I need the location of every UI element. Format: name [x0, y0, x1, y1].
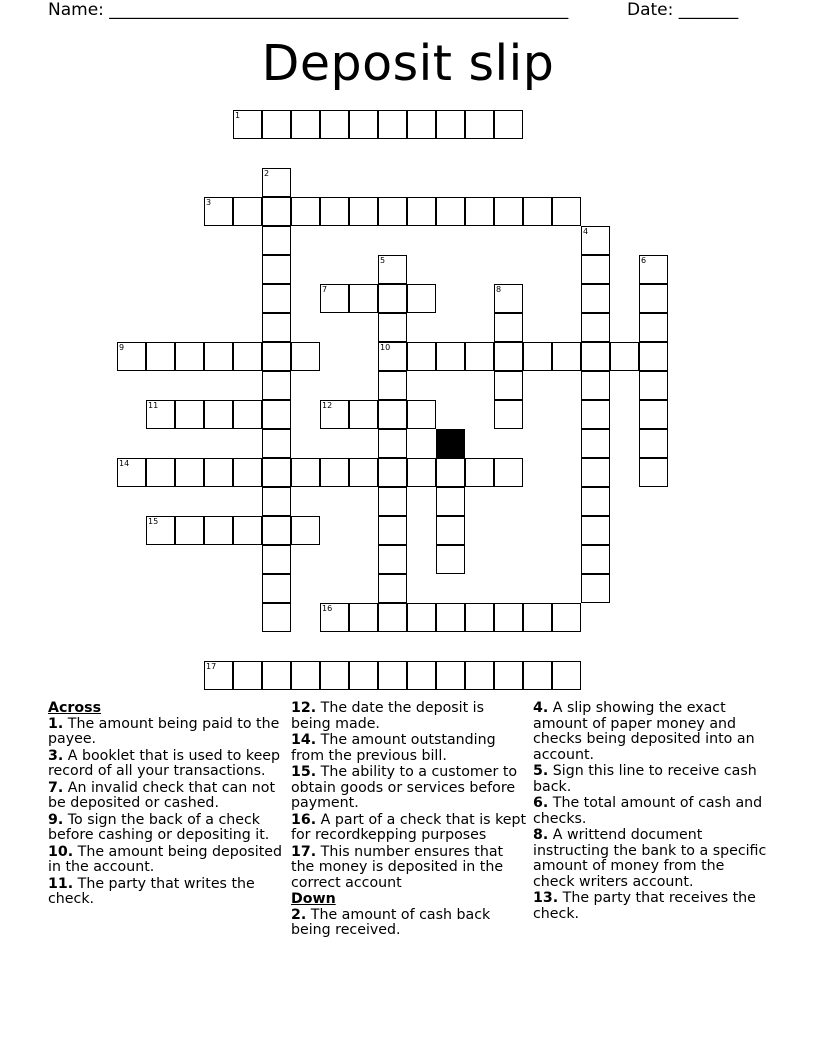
clue-number-1: 1 — [235, 111, 241, 120]
crossword-cell[interactable] — [407, 342, 436, 371]
crossword-cell[interactable] — [378, 371, 407, 400]
crossword-cell[interactable] — [262, 516, 291, 545]
clue-number-9: 9 — [119, 343, 125, 352]
crossword-cell[interactable] — [581, 487, 610, 516]
crossword-cell[interactable] — [639, 342, 668, 371]
clue-column-2 — [291, 701, 527, 940]
crossword-cell[interactable] — [378, 197, 407, 226]
crossword-cell[interactable] — [407, 110, 436, 139]
crossword-cell[interactable] — [494, 342, 523, 371]
crossword-cell[interactable] — [552, 342, 581, 371]
crossword-cell[interactable] — [378, 429, 407, 458]
crossword-cell[interactable] — [262, 342, 291, 371]
clue-number-17: 17 — [206, 662, 217, 671]
crossword-cell[interactable] — [639, 284, 668, 313]
clue-across-3: 3. A booklet that is used to keep record of all your transactions. — [48, 747, 281, 780]
crossword-cell[interactable] — [262, 284, 291, 313]
crossword-cell[interactable] — [436, 197, 465, 226]
crossword-cell[interactable] — [378, 603, 407, 632]
crossword-cell[interactable] — [262, 400, 291, 429]
crossword-cell[interactable] — [436, 487, 465, 516]
crossword-cell[interactable] — [436, 603, 465, 632]
crossword-cell[interactable] — [349, 400, 378, 429]
crossword-cell[interactable] — [552, 603, 581, 632]
crossword-cell[interactable] — [378, 516, 407, 545]
crossword-cell[interactable] — [639, 458, 668, 487]
down-heading: Down — [291, 891, 336, 908]
crossword-cell[interactable] — [581, 400, 610, 429]
crossword-cell[interactable] — [523, 661, 552, 690]
crossword-cell[interactable] — [320, 110, 349, 139]
crossword-cell[interactable] — [349, 197, 378, 226]
clue-down-6: 6. The total amount of cash and checks. — [533, 795, 763, 827]
crossword-cell[interactable] — [262, 429, 291, 458]
crossword-cell[interactable] — [262, 371, 291, 400]
crossword-cell[interactable] — [639, 313, 668, 342]
clue-number-7: 7 — [322, 285, 328, 294]
clue-across-1: 1. The amount being paid to the payee. — [48, 715, 280, 748]
crossword-cell[interactable] — [262, 197, 291, 226]
crossword-cell[interactable] — [465, 661, 494, 690]
crossword-cell[interactable] — [494, 313, 523, 342]
crossword-cell[interactable] — [291, 342, 320, 371]
crossword-cell[interactable] — [262, 545, 291, 574]
crossword-cell[interactable] — [494, 661, 523, 690]
across-heading: Across — [48, 700, 102, 716]
crossword-cell[interactable] — [407, 661, 436, 690]
clue-number-6: 6 — [641, 256, 647, 265]
crossword-cell[interactable] — [204, 400, 233, 429]
crossword-cell[interactable] — [581, 371, 610, 400]
crossword-cell[interactable] — [494, 400, 523, 429]
crossword-cell[interactable] — [465, 342, 494, 371]
crossword-cell[interactable] — [523, 342, 552, 371]
crossword-cell[interactable] — [581, 516, 610, 545]
crossword-cell[interactable] — [639, 400, 668, 429]
crossword-cell[interactable] — [639, 371, 668, 400]
clue-across-16: 16. A part of a check that is kept for recordkepping purposes — [291, 811, 527, 844]
crossword-cell[interactable] — [320, 661, 349, 690]
crossword-cell[interactable] — [378, 313, 407, 342]
crossword-cell[interactable] — [146, 458, 175, 487]
crossword-cell[interactable] — [262, 661, 291, 690]
crossword-cell[interactable] — [465, 603, 494, 632]
crossword-cell[interactable] — [349, 110, 378, 139]
crossword-cell[interactable] — [581, 255, 610, 284]
crossword-cell[interactable] — [233, 458, 262, 487]
crossword-cell[interactable] — [291, 516, 320, 545]
crossword-cell[interactable] — [639, 429, 668, 458]
crossword-cell[interactable] — [262, 255, 291, 284]
crossword-cell[interactable] — [436, 661, 465, 690]
clue-number-11: 11 — [148, 401, 159, 410]
clue-number-3: 3 — [206, 198, 212, 207]
crossword-cell[interactable] — [407, 400, 436, 429]
clue-number-13: 13 — [438, 430, 449, 439]
crossword-cell[interactable] — [349, 458, 378, 487]
clue-number-15: 15 — [148, 517, 159, 526]
clue-column-3 — [533, 701, 769, 923]
crossword-cell[interactable] — [378, 284, 407, 313]
clue-across-15: 15. The ability to a customer to obtain goods or services before payment. — [291, 763, 518, 812]
clue-number-4: 4 — [583, 227, 589, 236]
crossword-cell[interactable] — [175, 458, 204, 487]
crossword-cell[interactable] — [262, 574, 291, 603]
page-title: Deposit slip — [261, 35, 555, 92]
crossword-cell[interactable] — [233, 661, 262, 690]
crossword-cell[interactable] — [552, 661, 581, 690]
clue-down-13: 13. The party that receives the check. — [533, 890, 756, 922]
crossword-cell[interactable] — [494, 371, 523, 400]
crossword-cell[interactable] — [494, 197, 523, 226]
crossword-cell[interactable] — [233, 516, 262, 545]
crossword-cell[interactable] — [291, 661, 320, 690]
crossword-cell[interactable] — [581, 429, 610, 458]
crossword-cell[interactable] — [204, 458, 233, 487]
crossword-cell[interactable] — [436, 342, 465, 371]
crossword-cell[interactable] — [581, 458, 610, 487]
crossword-cell[interactable] — [407, 197, 436, 226]
crossword-cell[interactable] — [262, 458, 291, 487]
crossword-cell[interactable] — [320, 197, 349, 226]
crossword-cell[interactable] — [175, 516, 204, 545]
crossword-cell[interactable] — [494, 110, 523, 139]
crossword-cell[interactable] — [378, 110, 407, 139]
crossword-cell[interactable] — [349, 661, 378, 690]
crossword-cell[interactable] — [233, 342, 262, 371]
clue-down-8: 8. A writtend document instructing the bank to a specific amount of money from the check writers account. — [533, 827, 767, 890]
crossword-cell[interactable] — [233, 197, 262, 226]
crossword-cell[interactable] — [465, 458, 494, 487]
crossword-cell[interactable] — [349, 284, 378, 313]
date-field-label: Date: _______ — [627, 0, 739, 20]
crossword-cell[interactable] — [146, 342, 175, 371]
clue-number-14: 14 — [119, 459, 130, 468]
crossword-cell[interactable] — [523, 603, 552, 632]
crossword-cell[interactable] — [233, 400, 262, 429]
clue-down-5: 5. Sign this line to receive cash back. — [533, 763, 757, 795]
crossword-cell[interactable] — [204, 342, 233, 371]
crossword-cell[interactable] — [349, 603, 378, 632]
crossword-cell[interactable] — [581, 284, 610, 313]
crossword-cell[interactable] — [262, 313, 291, 342]
clue-across-17: 17. This number ensures that the money is deposited in the correct account — [291, 843, 504, 891]
clue-column-1 — [48, 701, 284, 909]
clue-number-5: 5 — [380, 256, 386, 265]
crossword-cell[interactable] — [204, 516, 233, 545]
crossword-cell[interactable] — [407, 284, 436, 313]
crossword-cell[interactable] — [320, 458, 349, 487]
crossword-cell[interactable] — [291, 110, 320, 139]
clue-down-2: 2. The amount of cash back being received. — [291, 906, 491, 939]
clue-number-16: 16 — [322, 604, 333, 613]
clue-number-8: 8 — [496, 285, 502, 294]
crossword-cell[interactable] — [494, 603, 523, 632]
crossword-cell[interactable] — [378, 574, 407, 603]
crossword-cell[interactable] — [552, 197, 581, 226]
crossword-cell[interactable] — [407, 603, 436, 632]
crossword-cell[interactable] — [465, 110, 494, 139]
crossword-cell[interactable] — [378, 400, 407, 429]
crossword-cell[interactable] — [378, 545, 407, 574]
crossword-cell[interactable] — [436, 545, 465, 574]
clue-down-4: 4. A slip showing the exact amount of paper money and checks being deposited into an account. — [533, 700, 755, 763]
crossword-cell[interactable] — [581, 313, 610, 342]
clue-across-7: 7. An invalid check that can not be deposited or cashed. — [48, 779, 276, 812]
crossword-cell[interactable] — [494, 458, 523, 487]
crossword-cell[interactable] — [523, 197, 552, 226]
crossword-cell[interactable] — [378, 458, 407, 487]
crossword-cell[interactable] — [581, 574, 610, 603]
crossword-cell[interactable] — [262, 603, 291, 632]
crossword-cell[interactable] — [436, 516, 465, 545]
name-field-label: Name: ______________________________________________________ — [48, 0, 569, 20]
clue-across-11: 11. The party that writes the check. — [48, 875, 255, 908]
crossword-cell[interactable] — [436, 458, 465, 487]
crossword-cell[interactable] — [581, 342, 610, 371]
crossword-cell[interactable] — [262, 226, 291, 255]
clue-across-9: 9. To sign the back of a check before cashing or depositing it. — [48, 811, 270, 844]
crossword-cell[interactable] — [175, 400, 204, 429]
crossword-cell[interactable] — [436, 110, 465, 139]
clue-number-2: 2 — [264, 169, 270, 178]
crossword-cell[interactable] — [291, 458, 320, 487]
crossword-cell[interactable] — [175, 342, 204, 371]
clue-number-10: 10 — [380, 343, 391, 352]
crossword-cell[interactable] — [262, 110, 291, 139]
crossword-cell[interactable] — [378, 487, 407, 516]
crossword-cell[interactable] — [262, 487, 291, 516]
clue-across-12: 12. The date the deposit is being made. — [291, 700, 485, 732]
crossword-cell[interactable] — [291, 197, 320, 226]
crossword-cell[interactable] — [581, 545, 610, 574]
crossword-cell[interactable] — [378, 661, 407, 690]
crossword-cell[interactable] — [610, 342, 639, 371]
crossword-cell[interactable] — [465, 197, 494, 226]
crossword-cell[interactable] — [407, 458, 436, 487]
clue-across-14: 14. The amount outstanding from the previous bill. — [291, 731, 496, 764]
clue-number-12: 12 — [322, 401, 333, 410]
clue-across-10: 10. The amount being deposited in the account. — [48, 843, 283, 876]
